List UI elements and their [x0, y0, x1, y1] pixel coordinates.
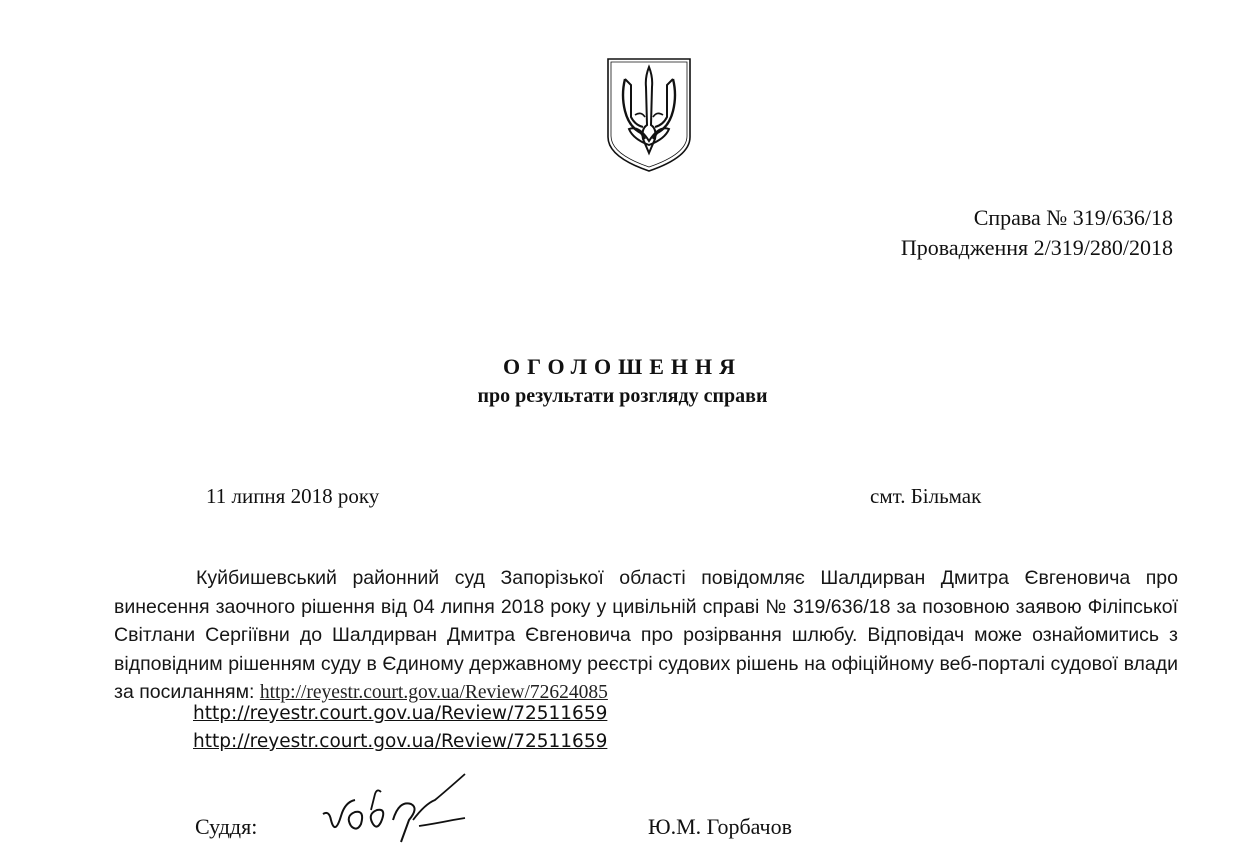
document-date: 11 липня 2018 року	[206, 484, 380, 508]
handwritten-signature	[315, 770, 495, 850]
document-place: смт. Більмак	[870, 484, 982, 508]
judge-label: Суддя:	[195, 814, 258, 839]
announcement-heading: ОГОЛОШЕННЯ	[502, 354, 743, 379]
body-paragraph: Куйбишевський районний суд Запорізької області повідомляє Шалдирван Дмитра Євгеновича про винесення заочного рішення від 04 липня 2018 року у цивільній справі № 319/636/18 за позовною заявою Філіпської Світлани Сергіївни до Шалдирван Дмитра Євгеновича про розірвання шлюбу. Відповідач може ознайомитись з відповідним рішенням суду в Єдиному державному реєстрі судових рішень на офіційному веб-порталі судової влади за посиланням:	[114, 567, 1178, 703]
announcement-title-block	[0, 352, 1245, 410]
proceeding-number: Провадження 2/319/280/2018	[900, 235, 1173, 260]
extra-link-1[interactable]: http://reyestr.court.gov.ua/Review/72511659	[193, 703, 608, 724]
coat-of-arms-icon	[605, 55, 693, 173]
announcement-subheading: про результати розгляду справи	[477, 385, 768, 407]
extra-link-2[interactable]: http://reyestr.court.gov.ua/Review/72511659	[193, 731, 608, 752]
decision-link[interactable]: http://reyestr.court.gov.ua/Review/72624085	[259, 682, 608, 703]
case-number: Справа № 319/636/18	[973, 205, 1173, 230]
judge-name: Ю.М. Горбачов	[648, 814, 792, 839]
announcement-body	[114, 564, 1178, 708]
case-number-block	[901, 203, 1173, 263]
